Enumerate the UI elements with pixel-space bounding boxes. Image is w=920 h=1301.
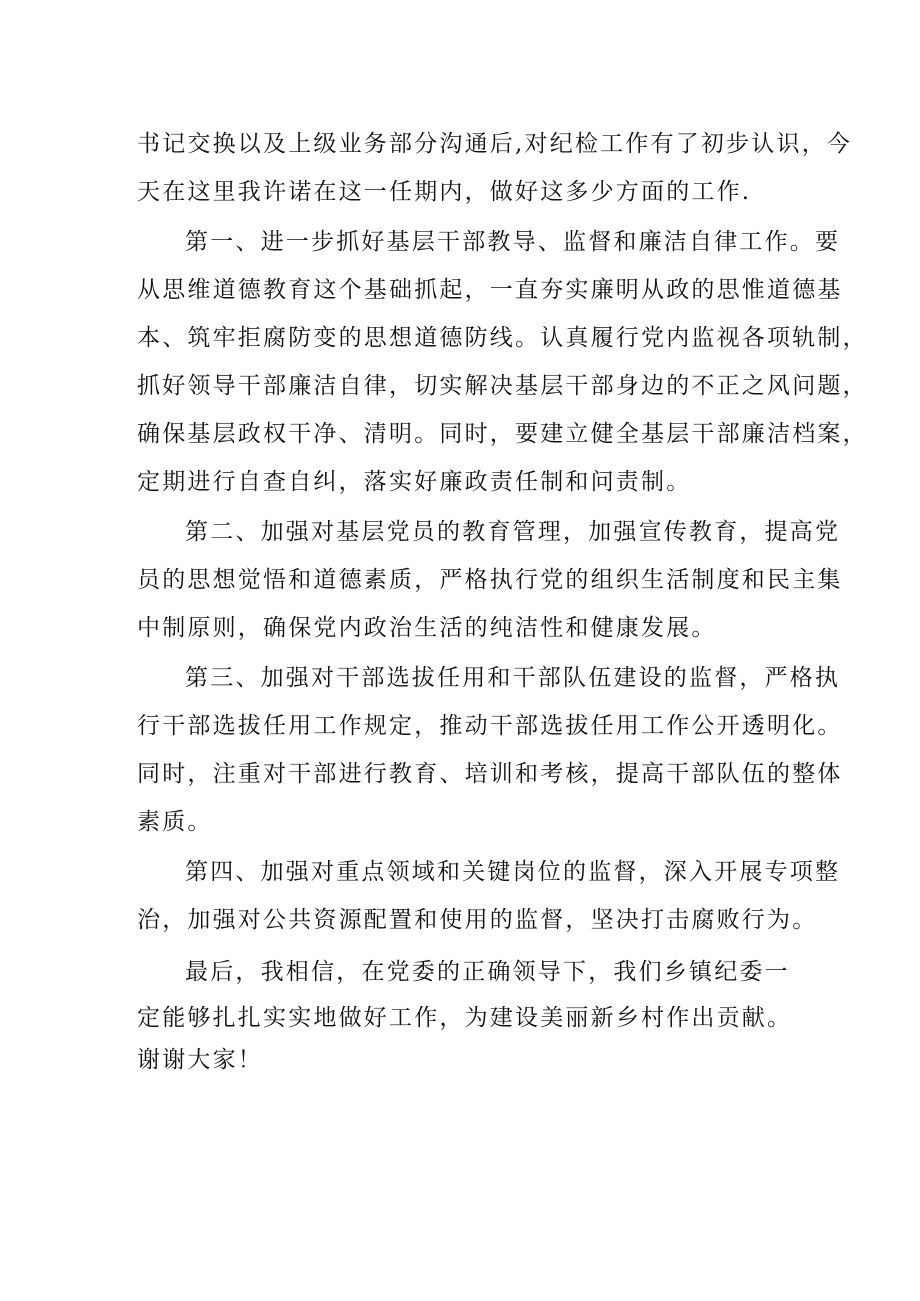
- text-line: 从思维道德教育这个基础抓起，一直夯实廉明从政的思惟道德基: [137, 277, 843, 303]
- paragraph-first-line: 第二、加强对基层党员的教育管理，加强宣传教育，提高党: [185, 519, 841, 545]
- closing-line: 谢谢大家！: [137, 1047, 263, 1073]
- text-line: 行干部选拔任用工作规定，推动干部选拔任用工作公开透明化。: [137, 713, 843, 739]
- paragraph-first-line: 最后，我相信，在党委的正确领导下，我们乡镇纪委一: [185, 959, 790, 985]
- text-line: 素质。: [137, 809, 213, 835]
- paragraph-first-line: 第三、加强对干部选拔任用和干部队伍建设的监督，严格执: [185, 665, 841, 691]
- paragraph-first-line: 第四、加强对重点领域和关键岗位的监督，深入开展专项整: [185, 859, 841, 885]
- text-line: 定期进行自查自纠，落实好廉政责任制和问责制。: [137, 469, 692, 495]
- text-line: 定能够扎扎实实地做好工作，为建设美丽新乡村作出贡献。: [137, 1005, 793, 1031]
- text-line: 员的思想觉悟和道德素质，严格执行党的组织生活制度和民主集: [137, 567, 843, 593]
- paragraph-first-line: 第一、进一步抓好基层干部教导、监督和廉洁自律工作。要: [185, 229, 841, 255]
- text-line: 天在这里我许诺在这一任期内，做好这多少方面的工作.: [137, 179, 752, 205]
- text-line: 书记交换以及上级业务部分沟通后,对纪检工作有了初步认识，今: [137, 131, 853, 157]
- text-line: 治，加强对公共资源配置和使用的监督，坚决打击腐败行为。: [137, 907, 818, 933]
- text-line: 同时，注重对干部进行教育、培训和考核，提高干部队伍的整体: [137, 761, 843, 787]
- text-line: 抓好领导干部廉洁自律，切实解决基层干部身边的不正之风问题，: [137, 373, 868, 399]
- text-line: 本、筑牢拒腐防变的思想道德防线。认真履行党内监视各项轨制，: [137, 325, 868, 351]
- text-line: 中制原则，确保党内政治生活的纯洁性和健康发展。: [137, 615, 717, 641]
- text-line: 确保基层政权干净、清明。同时，要建立健全基层干部廉洁档案，: [137, 421, 868, 447]
